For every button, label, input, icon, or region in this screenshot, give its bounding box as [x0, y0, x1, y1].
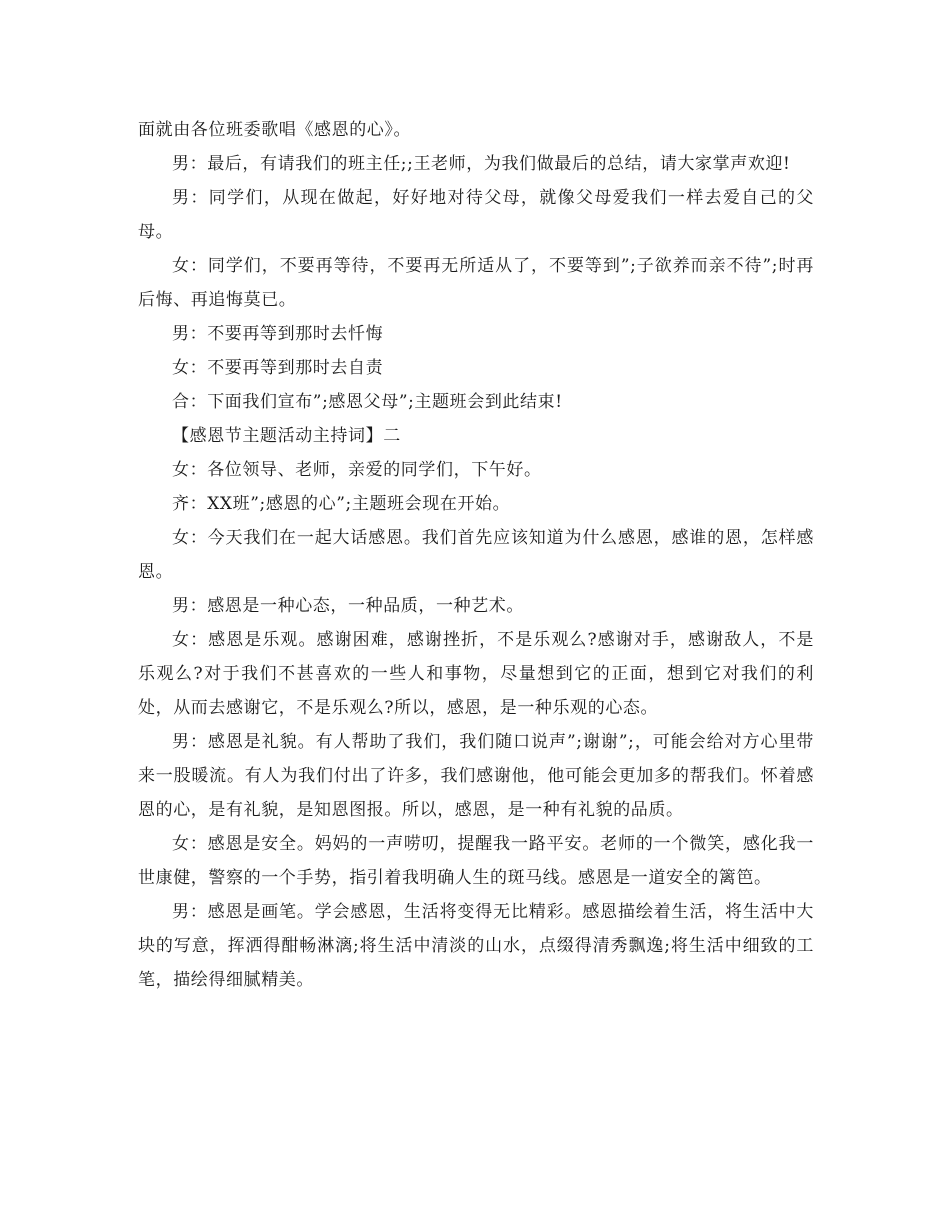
paragraph: 女：今天我们在一起大话感恩。我们首先应该知道为什么感恩，感谁的恩，怎样感恩。	[138, 528, 814, 582]
paragraph: 女：同学们，不要再等待，不要再无所适从了，不要等到”;子欲养而亲不待”;时再后悔、再追悔莫已。	[138, 256, 814, 310]
paragraph: 合：下面我们宣布”;感恩父母”;主题班会到此结束!	[172, 392, 563, 412]
paragraph: 齐：XX班”;感恩的心”;主题班会现在开始。	[172, 494, 511, 514]
paragraph: 男：感恩是一种心态，一种品质，一种艺术。	[172, 596, 524, 616]
paragraph: 男：感恩是画笔。学会感恩，生活将变得无比精彩。感恩描绘着生活，将生活中大块的写意，挥洒得酣畅淋漓;将生活中清淡的山水，点缀得清秀飘逸;将生活中细致的工笔，描绘得细腻精美。	[138, 902, 814, 990]
paragraph: 女：感恩是乐观。感谢困难，感谢挫折，不是乐观么?感谢对手，感谢敌人，不是乐观么?对于我们不甚喜欢的一些人和事物，尽量想到它的正面，想到它对我们的利处，从而去感谢它，不是乐观么?所以，感恩，是一种乐观的心态。	[138, 630, 814, 718]
section-heading: 【感恩节主题活动主持词】二	[172, 426, 401, 446]
paragraph: 面就由各位班委歌唱《感恩的心》。	[138, 120, 412, 140]
paragraph: 男：不要再等到那时去忏悔	[172, 324, 384, 344]
document-body	[138, 113, 814, 997]
paragraph: 男：最后，有请我们的班主任;;王老师，为我们做最后的总结，请大家掌声欢迎!	[172, 154, 791, 174]
paragraph: 男：感恩是礼貌。有人帮助了我们，我们随口说声”;谢谢”;，可能会给对方心里带来一股暖流。有人为我们付出了许多，我们感谢他，他可能会更加多的帮我们。怀着感恩的心，是有礼貌，是知恩图报。所以，感恩，是一种有礼貌的品质。	[138, 732, 814, 820]
paragraph: 女：各位领导、老师，亲爱的同学们，下午好。	[172, 460, 542, 480]
paragraph: 男：同学们，从现在做起，好好地对待父母，就像父母爱我们一样去爱自己的父母。	[138, 188, 814, 242]
paragraph: 女：不要再等到那时去自责	[172, 358, 384, 378]
paragraph: 女：感恩是安全。妈妈的一声唠叨，提醒我一路平安。老师的一个微笑，感化我一世康健，警察的一个手势，指引着我明确人生的斑马线。感恩是一道安全的篱笆。	[138, 834, 814, 888]
